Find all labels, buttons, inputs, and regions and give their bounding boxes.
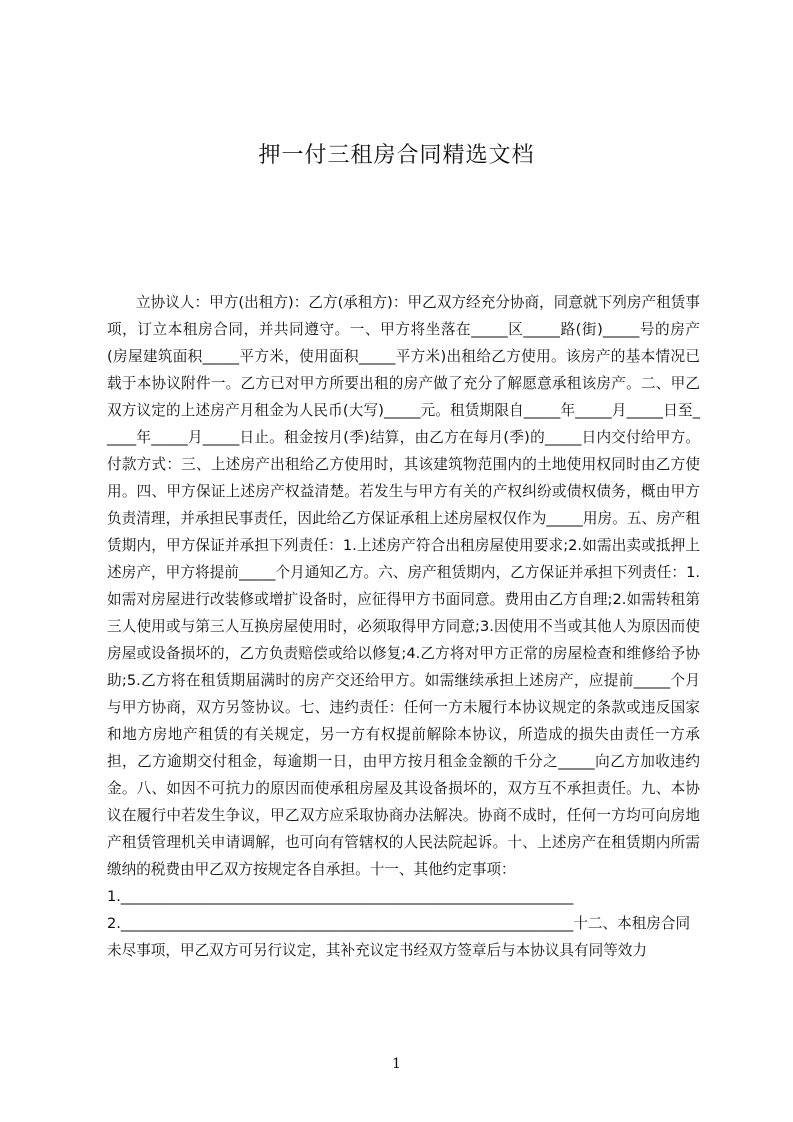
contract-tail-line: 未尽事项，甲乙双方可另行议定，其补充议定书经双方签章后与本协议具有同等效力	[107, 942, 647, 959]
document-body	[107, 289, 700, 964]
agreement-item-1-line: 1.______________________________________________________________	[107, 888, 574, 905]
contract-main-paragraph: 立协议人：甲方(出租方)：乙方(承租方)：甲乙双方经充分协商，同意就下列房产租赁事项，订立本租房合同，并共同遵守。一、甲方将坐落在_____区_____路(街)_____号的房产(房屋建筑面积_____平方米，使用面积_____平方米)出租给乙方使用。该房产的基本情况已载于本协议附件一。乙方已对甲方所要出租的房产做了充分了解愿意承租该房产。二、甲乙双方议定的上述房产月租金为人民币(大写)_____元。租赁期限自_____年_____月_____日至_____年_____月_____日止。租金按月(季)结算，由乙方在每月(季)的_____日内交付给甲方。付款方式：三、上述房产出租给乙方使用时，其该建筑物范围内的土地使用权同时由乙方使用。四、甲方保证上述房产权益清楚。若发生与甲方有关的产权纠纷或债权债务，概由甲方负责清理，并承担民事责任，因此给乙方保证承租上述房屋权仅作为_____用房。五、房产租赁期内，甲方保证并承担下列责任：1.上述房产符合出租房屋使用要求;2.如需出卖或抵押上述房产，甲方将提前_____个月通知乙方。六、房产租赁期内，乙方保证并承担下列责任：1.如需对房屋进行改装修或增扩设备时，应征得甲方书面同意。费用由乙方自理;2.如需转租第三人使用或与第三人互换房屋使用时，必须取得甲方同意;3.因使用不当或其他人为原因而使房屋或设备损坏的，乙方负责赔偿或给以修复;4.乙方将对甲方正常的房屋检查和维修给予协助;5.乙方将在租赁期届满时的房产交还给甲方。如需继续承担上述房产，应提前_____个月与甲方协商，双方另签协议。七、违约责任：任何一方未履行本协议规定的条款或违反国家和地方房地产租赁的有关规定，另一方有权提前解除本协议，所造成的损失由责任一方承担，乙方逾期交付租金，每逾期一日，由甲方按月租金金额的千分之_____向乙方加收违约金。八、如因不可抗力的原因而使承租房屋及其设备损坏的，双方互不承担责任。九、本协议在履行中若发生争议，甲乙双方应采取协商办法解决。协商不成时，任何一方均可向房地产租赁管理机关申请调解，也可向有管辖权的人民法院起诉。十、上述房产在租赁期内所需缴纳的税费由甲乙双方按规定各自承担。十一、其他约定事项：	[107, 294, 700, 878]
agreement-item-2-line: 2.______________________________________________________________十二、本租房合同	[107, 915, 691, 932]
page-number: 1	[392, 1056, 401, 1072]
document-title: 押一付三租房合同精选文档	[258, 143, 535, 168]
